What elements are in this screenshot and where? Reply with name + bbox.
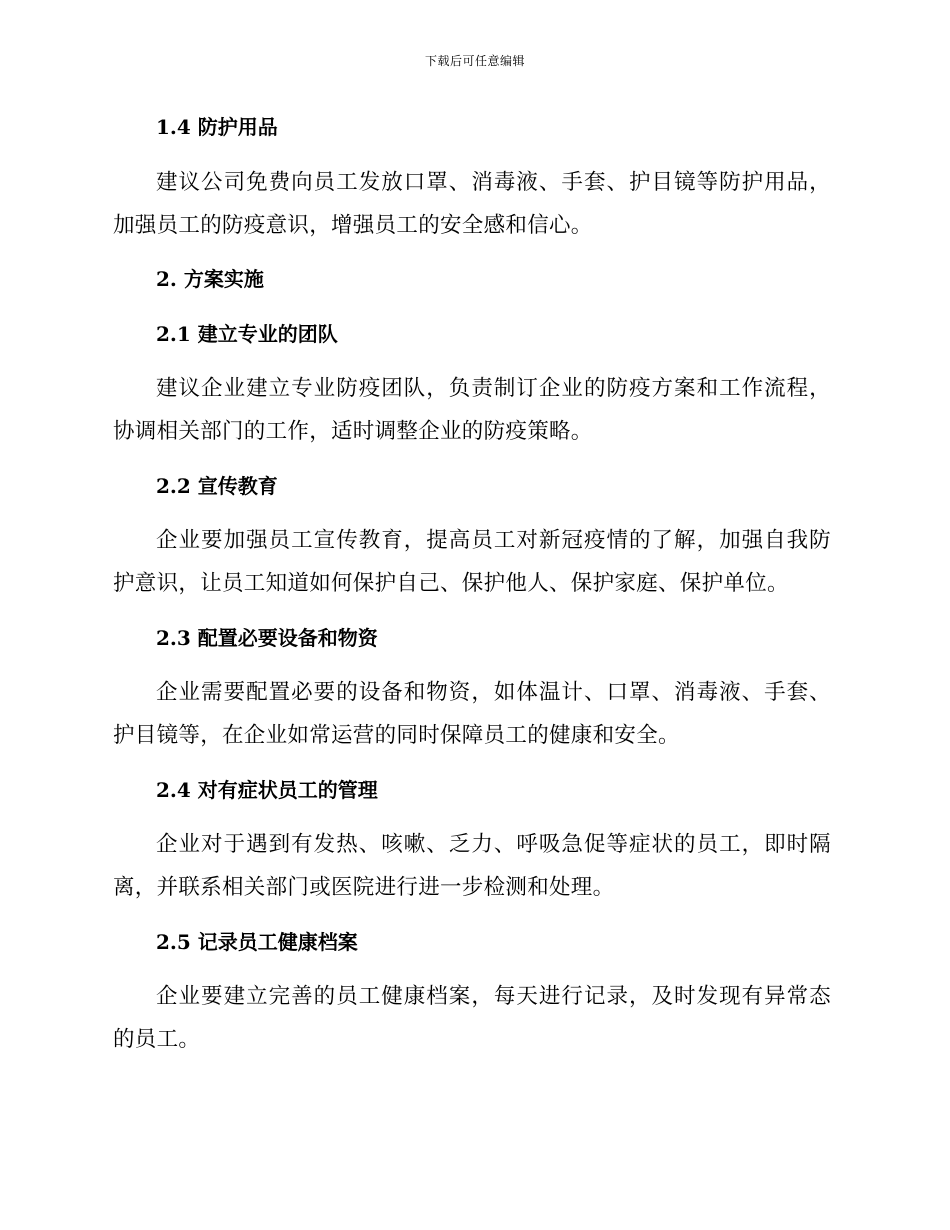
section-2-2-paragraph-block [113,519,831,605]
page-header: 下载后可任意编辑 [424,54,525,68]
section-2-3-paragraph-block [113,671,831,757]
section-2-1-paragraph-block [113,367,831,453]
section-1-4-paragraph-block [113,161,831,247]
section-heading: 2. 方案实施 [156,267,264,291]
section-paragraph: 建议企业建立专业防疫团队，负责制订企业的防疫方案和工作流程，协调相关部门的工作，适时调整企业的防疫策略。 [113,376,831,444]
section-2-4-heading-block [113,776,831,804]
section-2-5-paragraph-block [113,975,831,1061]
section-2-4-paragraph-block [113,823,831,909]
section-heading: 2.1 建立专业的团队 [156,322,338,346]
section-2-heading-block [113,265,831,293]
section-heading: 2.4 对有症状员工的管理 [156,778,378,802]
section-paragraph: 企业要建立完善的员工健康档案，每天进行记录，及时发现有异常态的员工。 [113,984,831,1052]
section-heading: 1.4 防护用品 [156,115,278,139]
section-2-2-heading-block [113,472,831,500]
section-paragraph: 企业要加强员工宣传教育，提高员工对新冠疫情的了解，加强自我防护意识，让员工知道如何保护自己、保护他人、保护家庭、保护单位。 [113,528,831,596]
section-paragraph: 建议公司免费向员工发放口罩、消毒液、手套、护目镜等防护用品，加强员工的防疫意识，增强员工的安全感和信心。 [113,170,831,238]
section-2-5-heading-block [113,928,831,956]
section-paragraph: 企业对于遇到有发热、咳嗽、乏力、呼吸急促等症状的员工，即时隔离，并联系相关部门或医院进行进一步检测和处理。 [113,832,831,900]
section-heading: 2.3 配置必要设备和物资 [156,626,378,650]
section-paragraph: 企业需要配置必要的设备和物资，如体温计、口罩、消毒液、手套、护目镜等，在企业如常运营的同时保障员工的健康和安全。 [113,680,831,748]
section-heading: 2.5 记录员工健康档案 [156,930,358,954]
section-heading: 2.2 宣传教育 [156,474,278,498]
section-2-1-heading-block [113,320,831,348]
section-1-4-heading-block [113,113,831,141]
section-2-3-heading-block [113,624,831,652]
